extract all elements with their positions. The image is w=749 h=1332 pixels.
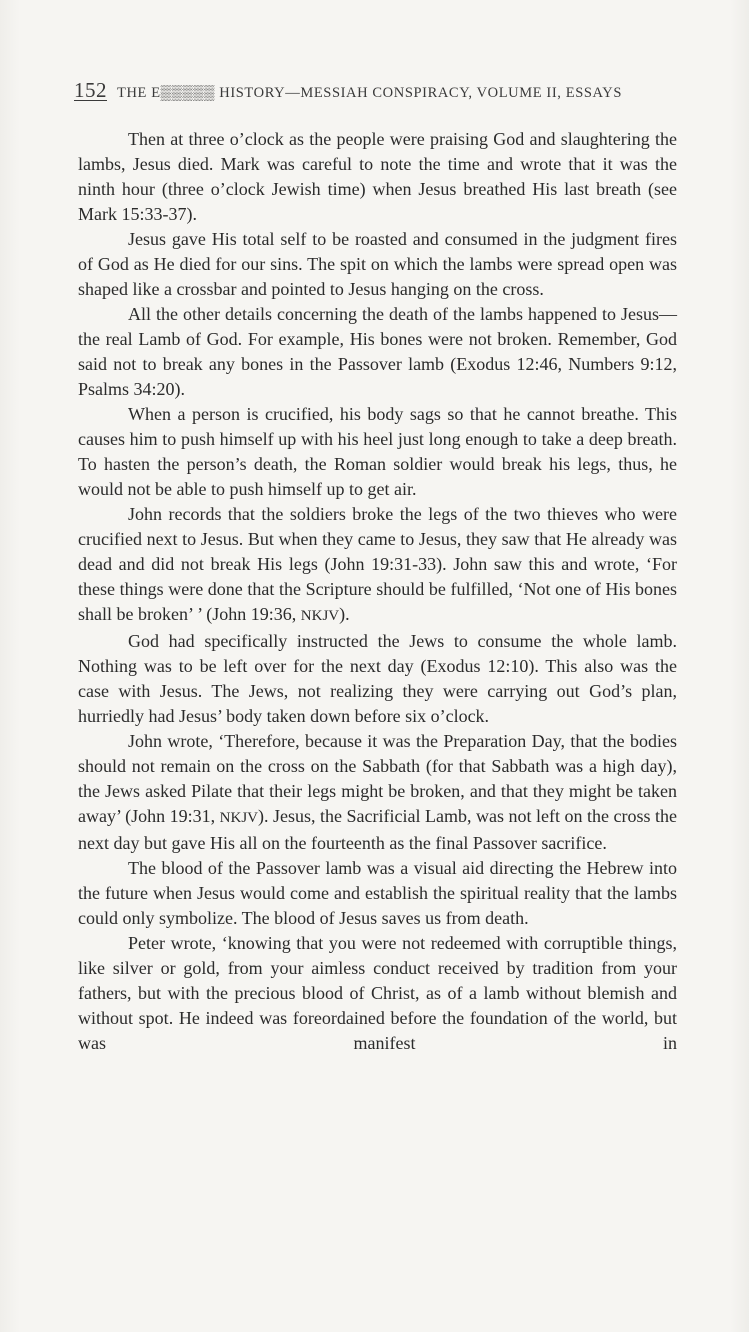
paragraph-text: John records that the soldiers broke the legs of the two thieves who were crucified next to Jesus. But when they came to Jesus, they saw that He already was dead and did not break His legs (John 19:31-33). John saw this and wrote, ‘For these things were done that the Scripture should be fulfilled, ‘Not one of His bones shall be broken’ ’ (John 19:36, <box>78 504 677 624</box>
running-title: THE E▒▒▒▒▒ HISTORY—MESSIAH CONSPIRACY, VOLUME II, ESSAYS <box>117 85 622 101</box>
paragraph-text: ). <box>339 604 350 624</box>
paragraph-text: All the other details concerning the death of the lambs happened to Jesus—the real Lamb of God. For example, His bones were not broken. Remember, God said not to break any bones in the Passover lamb (Exodus 12:46, Numbers 9:12, Psalms 34:20). <box>78 304 677 399</box>
paragraph-text: The blood of the Passover lamb was a visual aid directing the Hebrew into the future when Jesus would come and establish the spiritual reality that the lambs could only symbolize. The blood of Jesus saves us from death. <box>78 858 677 928</box>
bible-version-abbreviation: NKJV <box>300 608 340 624</box>
paragraph-text: God had specifically instructed the Jews to consume the whole lamb. Nothing was to be left over for the next day (Exodus 12:10). This also was the case with Jesus. The Jews, not realizing they were carrying out God’s plan, hurriedly had Jesus’ body taken down before six o’clock. <box>78 631 677 726</box>
page-header <box>74 78 674 102</box>
body-text <box>78 127 677 1056</box>
paragraph <box>78 629 677 729</box>
bible-version-abbreviation: NKJV <box>219 810 259 826</box>
paragraph-text: Then at three o’clock as the people were praising God and slaughtering the lambs, Jesus died. Mark was careful to note the time and wrote that it was the ninth hour (three o’clock Jewish time) when Jesus breathed His last breath (see Mark 15:33-37). <box>78 129 677 224</box>
paragraph-text: Jesus gave His total self to be roasted and consumed in the judgment fires of God as He died for our sins. The spit on which the lambs were spread open was shaped like a crossbar and pointed to Jesus hanging on the cross. <box>78 229 677 299</box>
paragraph-text: ). Jesus, the Sacrificial Lamb, was not left on the cross the next day but gave His all on the fourteenth as the final Passover sacrifice. <box>78 806 678 853</box>
paragraph <box>78 402 677 502</box>
page-number: 152 <box>74 78 107 102</box>
paragraph <box>78 127 677 227</box>
paragraph <box>78 302 677 402</box>
paragraph-text: John wrote, ‘Therefore, because it was the Preparation Day, that the bodies should not remain on the cross on the Sabbath (for that Sabbath was a high day), the Jews asked Pilate that their legs might be broken, and that they might be taken away’ (John 19:31, <box>78 731 677 826</box>
paragraph-text: Peter wrote, ‘knowing that you were not redeemed with corruptible things, like silver or gold, from your aimless conduct received by tradition from your fathers, but with the precious blood of Christ, as of a lamb without blemish and without spot. He indeed was foreordained before the foundation of the world, but was manifest in <box>78 933 677 1053</box>
paragraph <box>78 502 677 629</box>
paragraph <box>78 227 677 302</box>
paragraph-text: When a person is crucified, his body sags so that he cannot breathe. This causes him to push himself up with his heel just long enough to take a deep breath. To hasten the person’s death, the Roman soldier would break his legs, thus, he would not be able to push himself up to get air. <box>78 404 677 499</box>
paragraph <box>78 729 677 856</box>
paragraph <box>78 856 677 931</box>
paragraph <box>78 931 677 1056</box>
